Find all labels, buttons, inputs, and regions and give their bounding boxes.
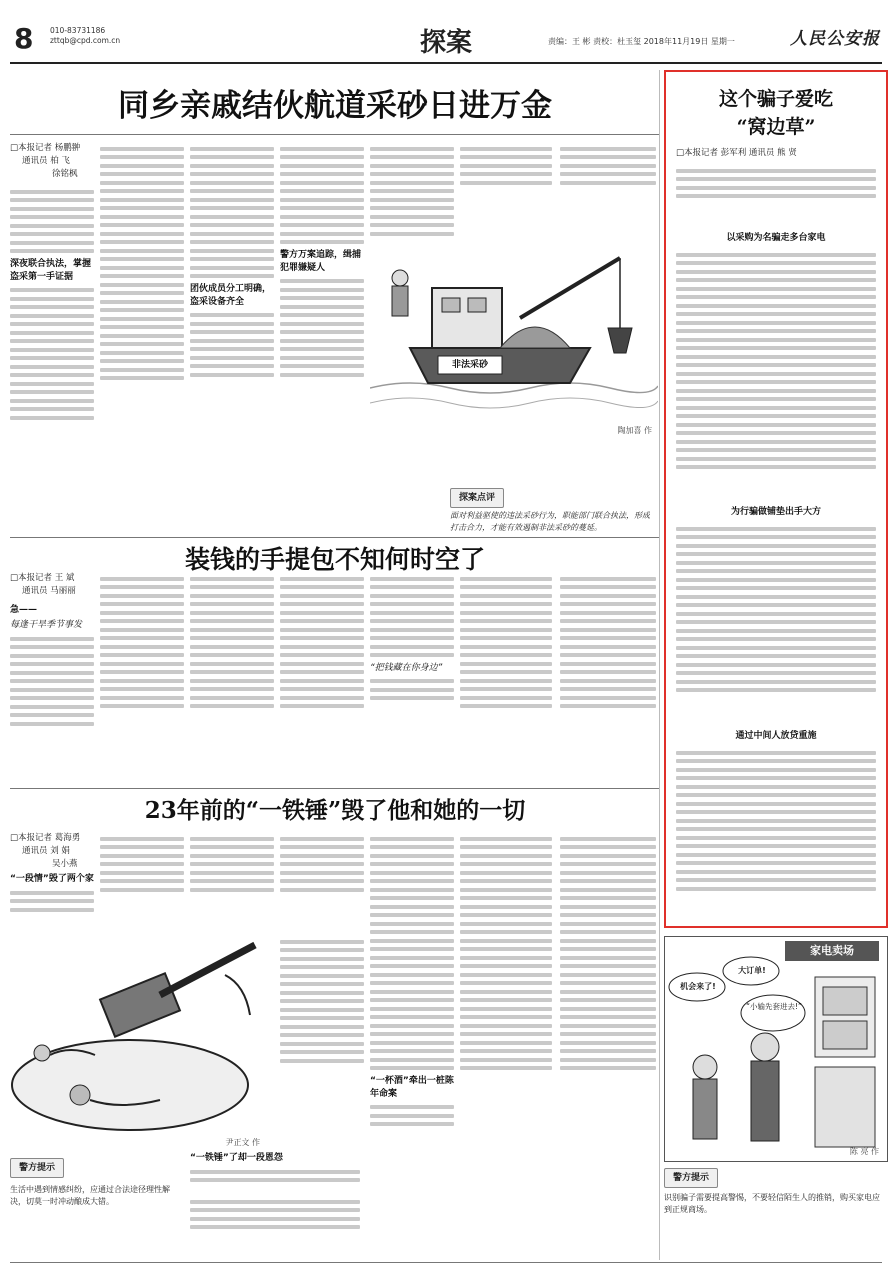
- article-2-column-2: [100, 572, 184, 782]
- police-tip-2-text: 识别骗子需要提高警惕，不要轻信陌生人的推销，购买家电应到正规商场。: [664, 1193, 880, 1214]
- illustration-1-artist: 陶加喜 作: [617, 426, 652, 435]
- article-3-column-8: [560, 832, 656, 1252]
- footer-rule: [10, 1262, 882, 1263]
- comment-label: 探案点评: [450, 488, 504, 508]
- appliance-store-illustration: [664, 936, 888, 1162]
- headline-1-rule: [10, 134, 660, 135]
- masthead: [0, 20, 894, 66]
- article-1-byline-2: 通讯员 柏 飞: [22, 156, 70, 166]
- article-1-byline-1: □本报记者 杨鹏翀: [10, 143, 81, 153]
- article-3-column-2: [100, 832, 184, 932]
- bubble-opportunity: 机会来了!: [680, 982, 716, 991]
- headline-2: 装钱的手提包不知何时空了: [184, 545, 485, 574]
- column-separator: [659, 70, 660, 1260]
- article-1-column-1: [10, 142, 94, 507]
- article-1-column-2: [100, 142, 184, 507]
- police-tip-1-text: 生活中遇到情感纠纷，应通过合法途径理性解决，切莫一时冲动酿成大错。: [10, 1185, 170, 1206]
- sidebar-intro: [676, 164, 876, 224]
- article-1-column-4: [280, 142, 364, 507]
- phone-number: 010-83731186: [50, 26, 106, 35]
- article-1-column-6: [460, 142, 552, 214]
- sidebar-subhead-1: 以采购为名骗走多台家电: [726, 233, 826, 243]
- article-2-column-1: [10, 572, 94, 782]
- police-tip-1-label: 警方提示: [10, 1158, 64, 1178]
- police-tip-2-label: 警方提示: [664, 1168, 718, 1188]
- article-3-column-3: [190, 832, 274, 932]
- section-divider-2: [10, 788, 660, 789]
- article-1-column-3: [190, 142, 274, 507]
- sidebar-section-2: [676, 522, 876, 722]
- bubble-scam: “小输先套进去!”: [746, 1002, 802, 1011]
- article-3-byline-3: 吴小燕: [52, 859, 78, 869]
- article-1-subhead-3: 警方万案追踪，缉捕犯罪嫌疑人: [280, 249, 362, 273]
- sidebar-section-1: [676, 248, 876, 498]
- article-2-quote: “把钱藏在你身边”: [370, 662, 443, 673]
- article-3-column-4: [280, 832, 364, 932]
- sidebar-title-line-2: “窝边草”: [736, 116, 816, 138]
- sidebar-subhead-3: 通过中间人放贷重施: [735, 731, 817, 741]
- illustration-3-artist: 陈 亮 作: [849, 1147, 879, 1156]
- article-2-column-5: [370, 572, 454, 782]
- article-1-byline-3: 徐铭枫: [52, 169, 78, 179]
- headline-1: 同乡亲戚结伙航道采砂日进万金: [118, 88, 552, 124]
- boat-label: 非法采砂: [451, 360, 488, 370]
- hammer-drawing: [10, 935, 270, 1150]
- section-title: 探案: [419, 28, 472, 58]
- comment-text: 面对利益驱使的违法采砂行为，职能部门联合执法，形成打击合力，才能有效遏制非法采砂的蔓延。: [450, 511, 650, 532]
- headline-3: 23年前的“一铁锤”毁了他和她的一切: [144, 797, 526, 824]
- article-3-byline-2: 通讯员 刘 娟: [22, 846, 70, 856]
- article-3-subhead-3: “一杯酒”牵出一桩陈年命案: [370, 1075, 454, 1099]
- highlighted-article-box: [664, 70, 888, 928]
- store-sign: 家电卖场: [785, 941, 879, 961]
- article-2-column-3: [190, 572, 274, 782]
- article-3-tail: [190, 1195, 360, 1255]
- sidebar-subhead-2: 为行骗做铺垫出手大方: [730, 507, 821, 517]
- article-2-subhead-1: 每逢干旱季节事发: [10, 620, 83, 630]
- hammer-illustration: [10, 935, 270, 1150]
- article-3-column-1: [10, 832, 94, 932]
- masthead-rule: [10, 62, 882, 64]
- email-address: zttqb@cpd.com.cn: [50, 36, 121, 45]
- newspaper-logo: 人民公安报: [790, 29, 880, 49]
- article-2-column-4: [280, 572, 364, 782]
- page-number: 8: [14, 22, 34, 55]
- sidebar-byline: □本报记者 彭军利 通讯员 熊 贤: [676, 148, 797, 158]
- article-3-byline-1: □本报记者 葛海勇: [10, 833, 81, 843]
- article-1-subhead-1: 深夜联合执法，掌握盗采第一手证据: [10, 258, 92, 282]
- article-3-subhead-2-block: [190, 1150, 360, 1190]
- sidebar-section-3: [676, 746, 876, 918]
- dredging-boat-illustration: [370, 218, 658, 440]
- sidebar-title-line-1: 这个骗子爱吃: [718, 88, 833, 110]
- article-3-subhead-1: “一段情”毁了两个家: [10, 874, 94, 884]
- article-1-column-7: [560, 142, 656, 214]
- section-divider-1: [10, 537, 660, 538]
- article-2-intro: 急——: [10, 605, 38, 615]
- article-3-subhead-2: “一铁锤”了却一段恩怨: [190, 1153, 283, 1163]
- article-2-column-7: [560, 572, 656, 782]
- boat-drawing: [370, 218, 658, 440]
- article-2-byline-1: □本报记者 王 斌: [10, 573, 75, 583]
- article-3-column-5: [280, 935, 364, 1135]
- bubble-big-order: 大订单!: [738, 966, 766, 975]
- article-1-subhead-2: 团伙成员分工明确，盗采设备齐全: [190, 283, 272, 307]
- illustration-2-artist: 尹正文 作: [225, 1138, 260, 1147]
- article-2-byline-2: 通讯员 马丽丽: [22, 586, 76, 596]
- article-3-column-6: [370, 832, 454, 1252]
- contact-info: [50, 26, 120, 46]
- article-3-column-7: [460, 832, 552, 1252]
- article-2-column-6: [460, 572, 552, 782]
- editor-credits: 责编：王 彬 责校：杜玉玺 2018年11月19日 星期一: [548, 37, 735, 46]
